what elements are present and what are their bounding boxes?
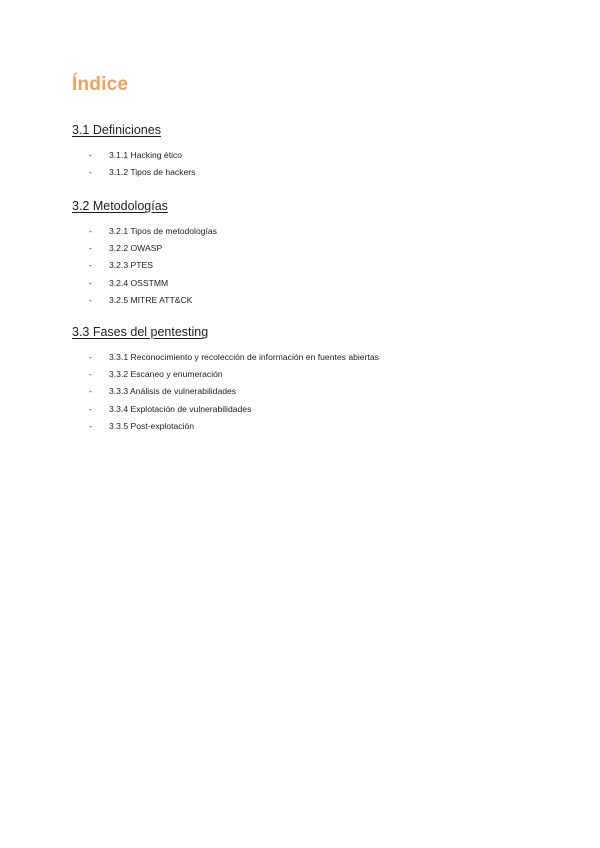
list-bullet: - — [89, 150, 92, 160]
section-metodologias — [72, 198, 552, 309]
toc-item[interactable] — [72, 164, 552, 181]
list-bullet: - — [89, 260, 92, 271]
toc-item[interactable] — [72, 366, 552, 383]
toc-item-text: 3.3.5 Post-explotación — [109, 420, 195, 431]
toc-item[interactable] — [72, 383, 552, 400]
toc-item-text: 3.1.2 Tipos de hackers — [109, 167, 196, 178]
list-bullet: - — [89, 243, 92, 254]
list-bullet: - — [89, 420, 92, 431]
list-bullet: - — [89, 226, 92, 236]
section-fases-pentesting — [72, 324, 552, 435]
section-heading[interactable]: 3.3 Fases del pentesting — [72, 325, 209, 339]
toc-item-text: 3.2.1 Tipos de metodologías — [109, 226, 217, 236]
toc-item-text: 3.3.1 Reconocimiento y recolección de información en fuentes abiertas — [109, 352, 379, 362]
toc-item[interactable] — [72, 349, 552, 366]
list-bullet: - — [89, 386, 92, 397]
toc-item[interactable] — [72, 401, 552, 418]
toc-item-text: 3.3.3 Análisis de vulnerabilidades — [109, 386, 237, 397]
toc-item[interactable] — [72, 418, 552, 435]
toc-item-text: 3.2.5 MITRE ATT&CK — [109, 294, 193, 305]
list-bullet: - — [89, 277, 92, 288]
toc-item[interactable] — [72, 257, 552, 274]
list-bullet: - — [89, 403, 92, 414]
toc-item[interactable] — [72, 240, 552, 257]
list-bullet: - — [89, 352, 92, 362]
section-heading[interactable]: 3.1 Definiciones — [72, 123, 161, 137]
section-definiciones — [72, 122, 552, 181]
toc-item[interactable] — [72, 275, 552, 292]
toc-item-text: 3.2.3 PTES — [109, 260, 153, 271]
toc-item-text: 3.3.4 Explotación de vulnerabilidades — [109, 403, 252, 414]
toc-item[interactable] — [72, 223, 552, 240]
section-heading[interactable]: 3.2 Metodologías — [72, 199, 168, 213]
toc-item-text: 3.2.4 OSSTMM — [109, 277, 169, 288]
toc-item[interactable] — [72, 147, 552, 164]
toc-item-text: 3.1.1 Hacking ético — [109, 150, 183, 160]
page-title: Índice — [72, 74, 129, 95]
toc-item-text: 3.2.2 OWASP — [109, 243, 163, 254]
list-bullet: - — [89, 369, 92, 380]
list-bullet: - — [89, 167, 92, 178]
list-bullet: - — [89, 294, 92, 305]
toc-item[interactable] — [72, 292, 552, 309]
toc-item-text: 3.3.2 Escaneo y enumeración — [109, 369, 223, 380]
